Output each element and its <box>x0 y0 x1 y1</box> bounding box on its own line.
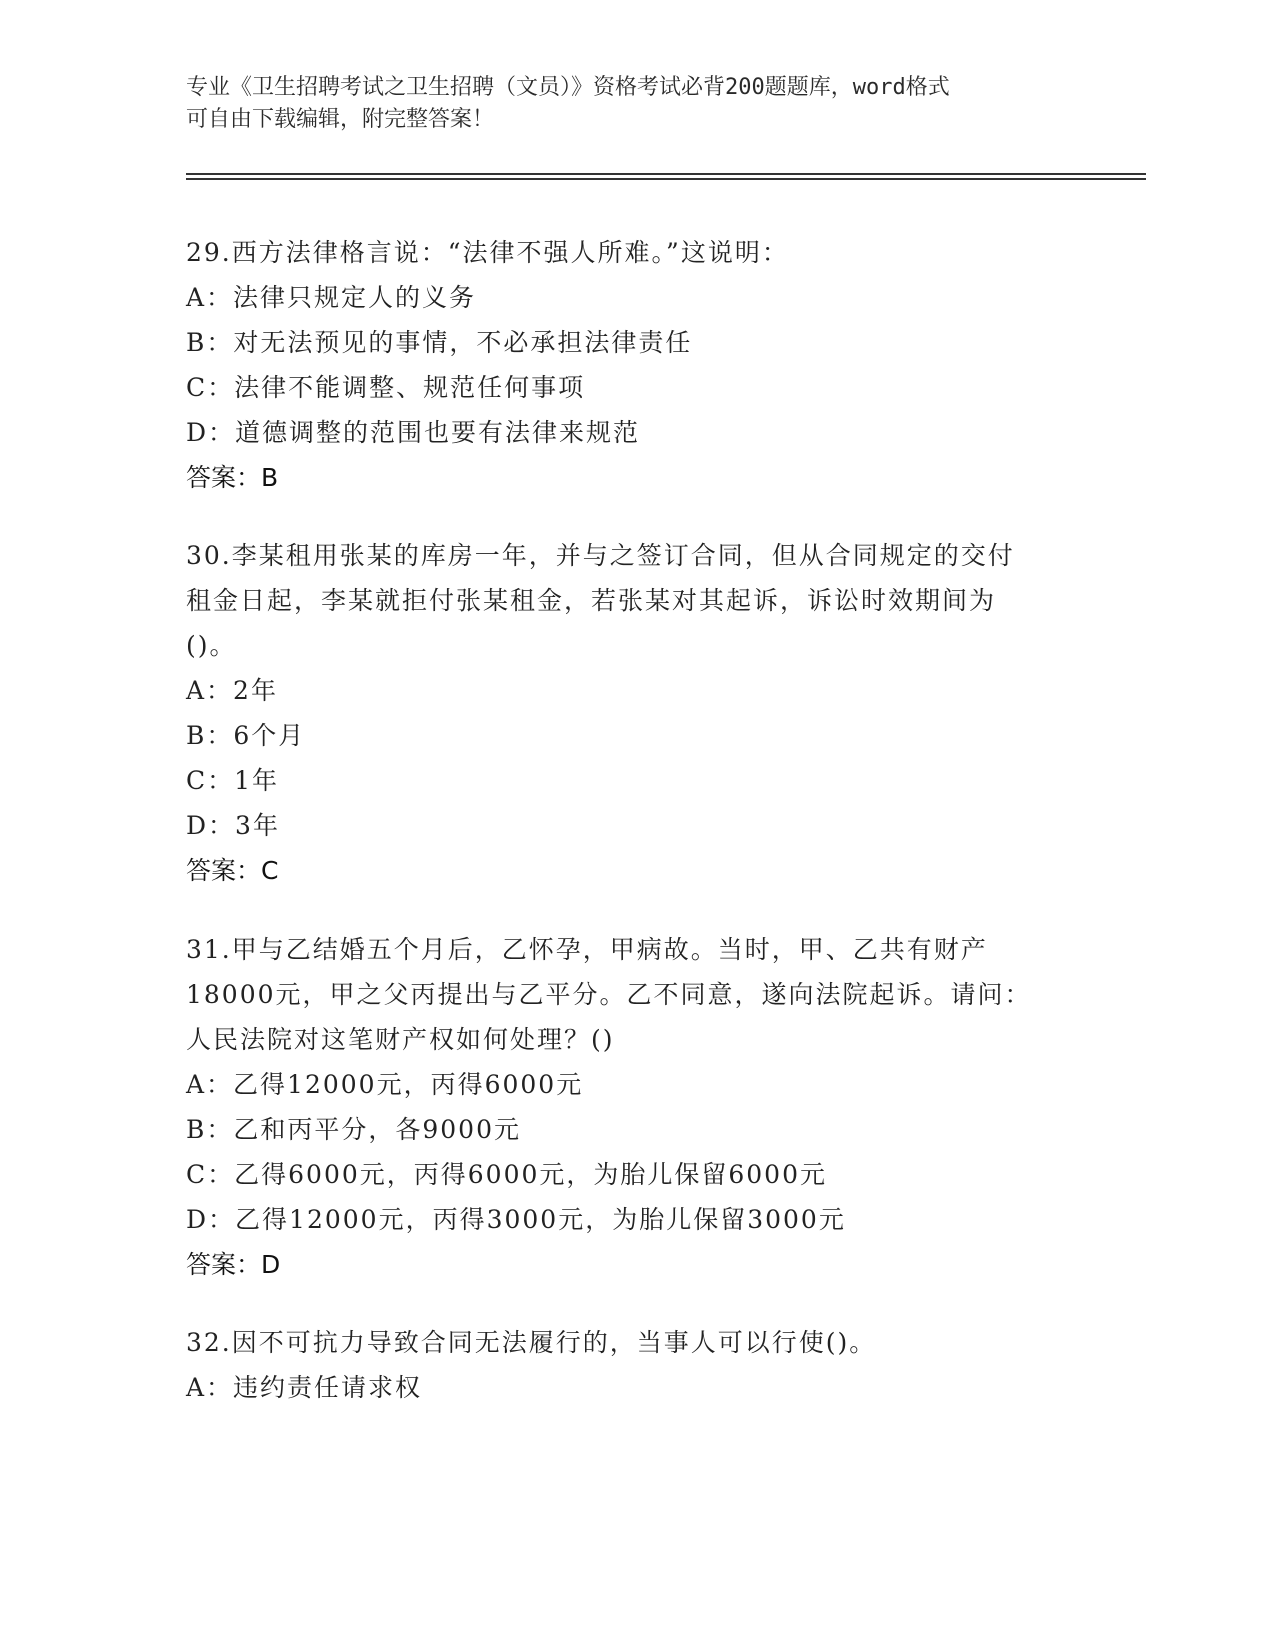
question-stem-line-2: 18000元，甲之父丙提出与乙平分。乙不同意，遂向法院起诉。请问： <box>186 980 1032 1009</box>
header-divider-bottom <box>186 178 1146 180</box>
option-d: D：乙得12000元，丙得3000元，为胎儿保留3000元 <box>186 1205 846 1234</box>
option-b: B：6个月 <box>186 721 306 750</box>
option-a: A：2年 <box>186 676 278 705</box>
option-c: C：法律不能调整、规范任何事项 <box>186 373 586 402</box>
header-line-1: 专业《卫生招聘考试之卫生招聘（文员）》资格考试必背200题题库，word格式 <box>186 75 950 100</box>
question-32 <box>186 1320 1086 1410</box>
question-stem-line-1: 30.李某租用张某的库房一年，并与之签订合同，但从合同规定的交付 <box>186 541 1015 570</box>
question-stem-line-3: 人民法院对这笔财产权如何处理？() <box>186 1025 615 1054</box>
option-c: C：乙得6000元，丙得6000元，为胎儿保留6000元 <box>186 1160 827 1189</box>
answer: 答案：D <box>186 1250 281 1279</box>
question-30 <box>186 533 1086 893</box>
option-a: A：违约责任请求权 <box>186 1373 423 1402</box>
option-c: C：1年 <box>186 766 280 795</box>
question-stem: 29.西方法律格言说：“法律不强人所难。”这说明： <box>186 238 789 267</box>
answer: 答案：B <box>186 463 279 492</box>
question-stem-line-2: 租金日起，李某就拒付张某租金，若张某对其起诉，诉讼时效期间为 <box>186 586 997 615</box>
option-b: B：对无法预见的事情，不必承担法律责任 <box>186 328 693 357</box>
question-31 <box>186 927 1086 1287</box>
question-stem: 32.因不可抗力导致合同无法履行的，当事人可以行使()。 <box>186 1328 877 1357</box>
option-d: D：道德调整的范围也要有法律来规范 <box>186 418 641 447</box>
option-a: A：乙得12000元，丙得6000元 <box>186 1070 584 1099</box>
header-line-2: 可自由下载编辑，附完整答案！ <box>186 107 495 132</box>
option-d: D：3年 <box>186 811 280 840</box>
question-29 <box>186 230 1086 500</box>
document-header <box>186 72 1086 136</box>
question-stem-line-3: ()。 <box>186 631 237 660</box>
header-divider-top <box>186 173 1146 175</box>
answer: 答案：C <box>186 856 279 885</box>
option-a: A：法律只规定人的义务 <box>186 283 477 312</box>
option-b: B：乙和丙平分，各9000元 <box>186 1115 521 1144</box>
question-stem-line-1: 31.甲与乙结婚五个月后，乙怀孕，甲病故。当时，甲、乙共有财产 <box>186 935 988 964</box>
